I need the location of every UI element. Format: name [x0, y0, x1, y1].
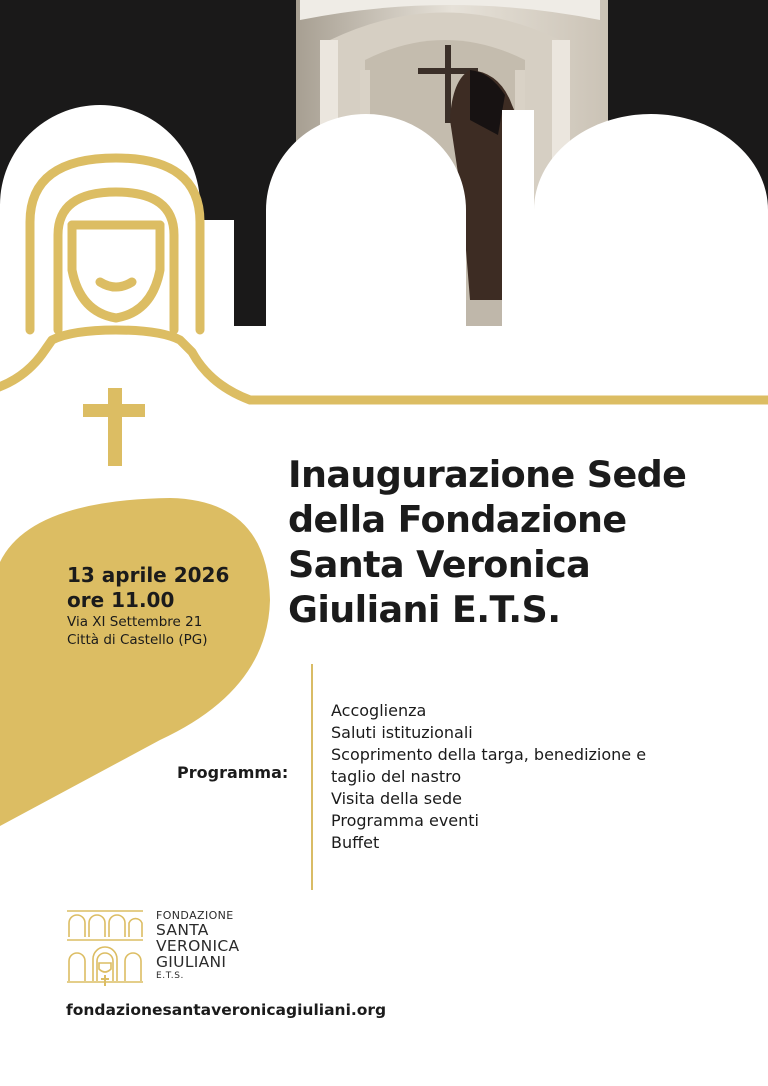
program-item: Saluti istituzionali	[331, 723, 473, 742]
title-line: Santa Veronica	[288, 543, 591, 586]
program-label: Programma:	[177, 763, 289, 782]
program-item: Accoglienza	[331, 701, 427, 720]
program-list	[331, 700, 646, 854]
program-divider	[311, 664, 313, 890]
title-line: Inaugurazione Sede	[288, 453, 687, 496]
event-street: Via XI Settembre 21	[67, 614, 203, 630]
logo-line: FONDAZIONE	[156, 909, 234, 922]
logo-line: E.T.S.	[156, 971, 185, 981]
event-time: ore 11.00	[67, 588, 175, 612]
logo-line: VERONICA	[156, 937, 240, 955]
program-item: Buffet	[331, 833, 380, 852]
website-link[interactable]: fondazionesantaveronicagiuliani.org	[66, 1001, 387, 1019]
arches-icon	[66, 909, 144, 987]
program-item: Programma eventi	[331, 811, 479, 830]
logo-line: GIULIANI	[156, 953, 227, 971]
program-item: taglio del nastro	[331, 767, 462, 786]
wall-cross	[445, 45, 451, 123]
event-title	[288, 452, 758, 632]
event-city: Città di Castello (PG)	[67, 632, 208, 648]
logo-text	[156, 909, 239, 982]
event-date: 13 aprile 2026	[67, 563, 230, 587]
program-item: Visita della sede	[331, 789, 462, 808]
title-line: della Fondazione	[288, 498, 627, 541]
title-line: Giuliani E.T.S.	[288, 588, 561, 631]
date-blob	[0, 0, 300, 830]
logo-line: SANTA	[156, 921, 209, 939]
program-item: Scoprimento della targa, benedizione e	[331, 745, 647, 764]
